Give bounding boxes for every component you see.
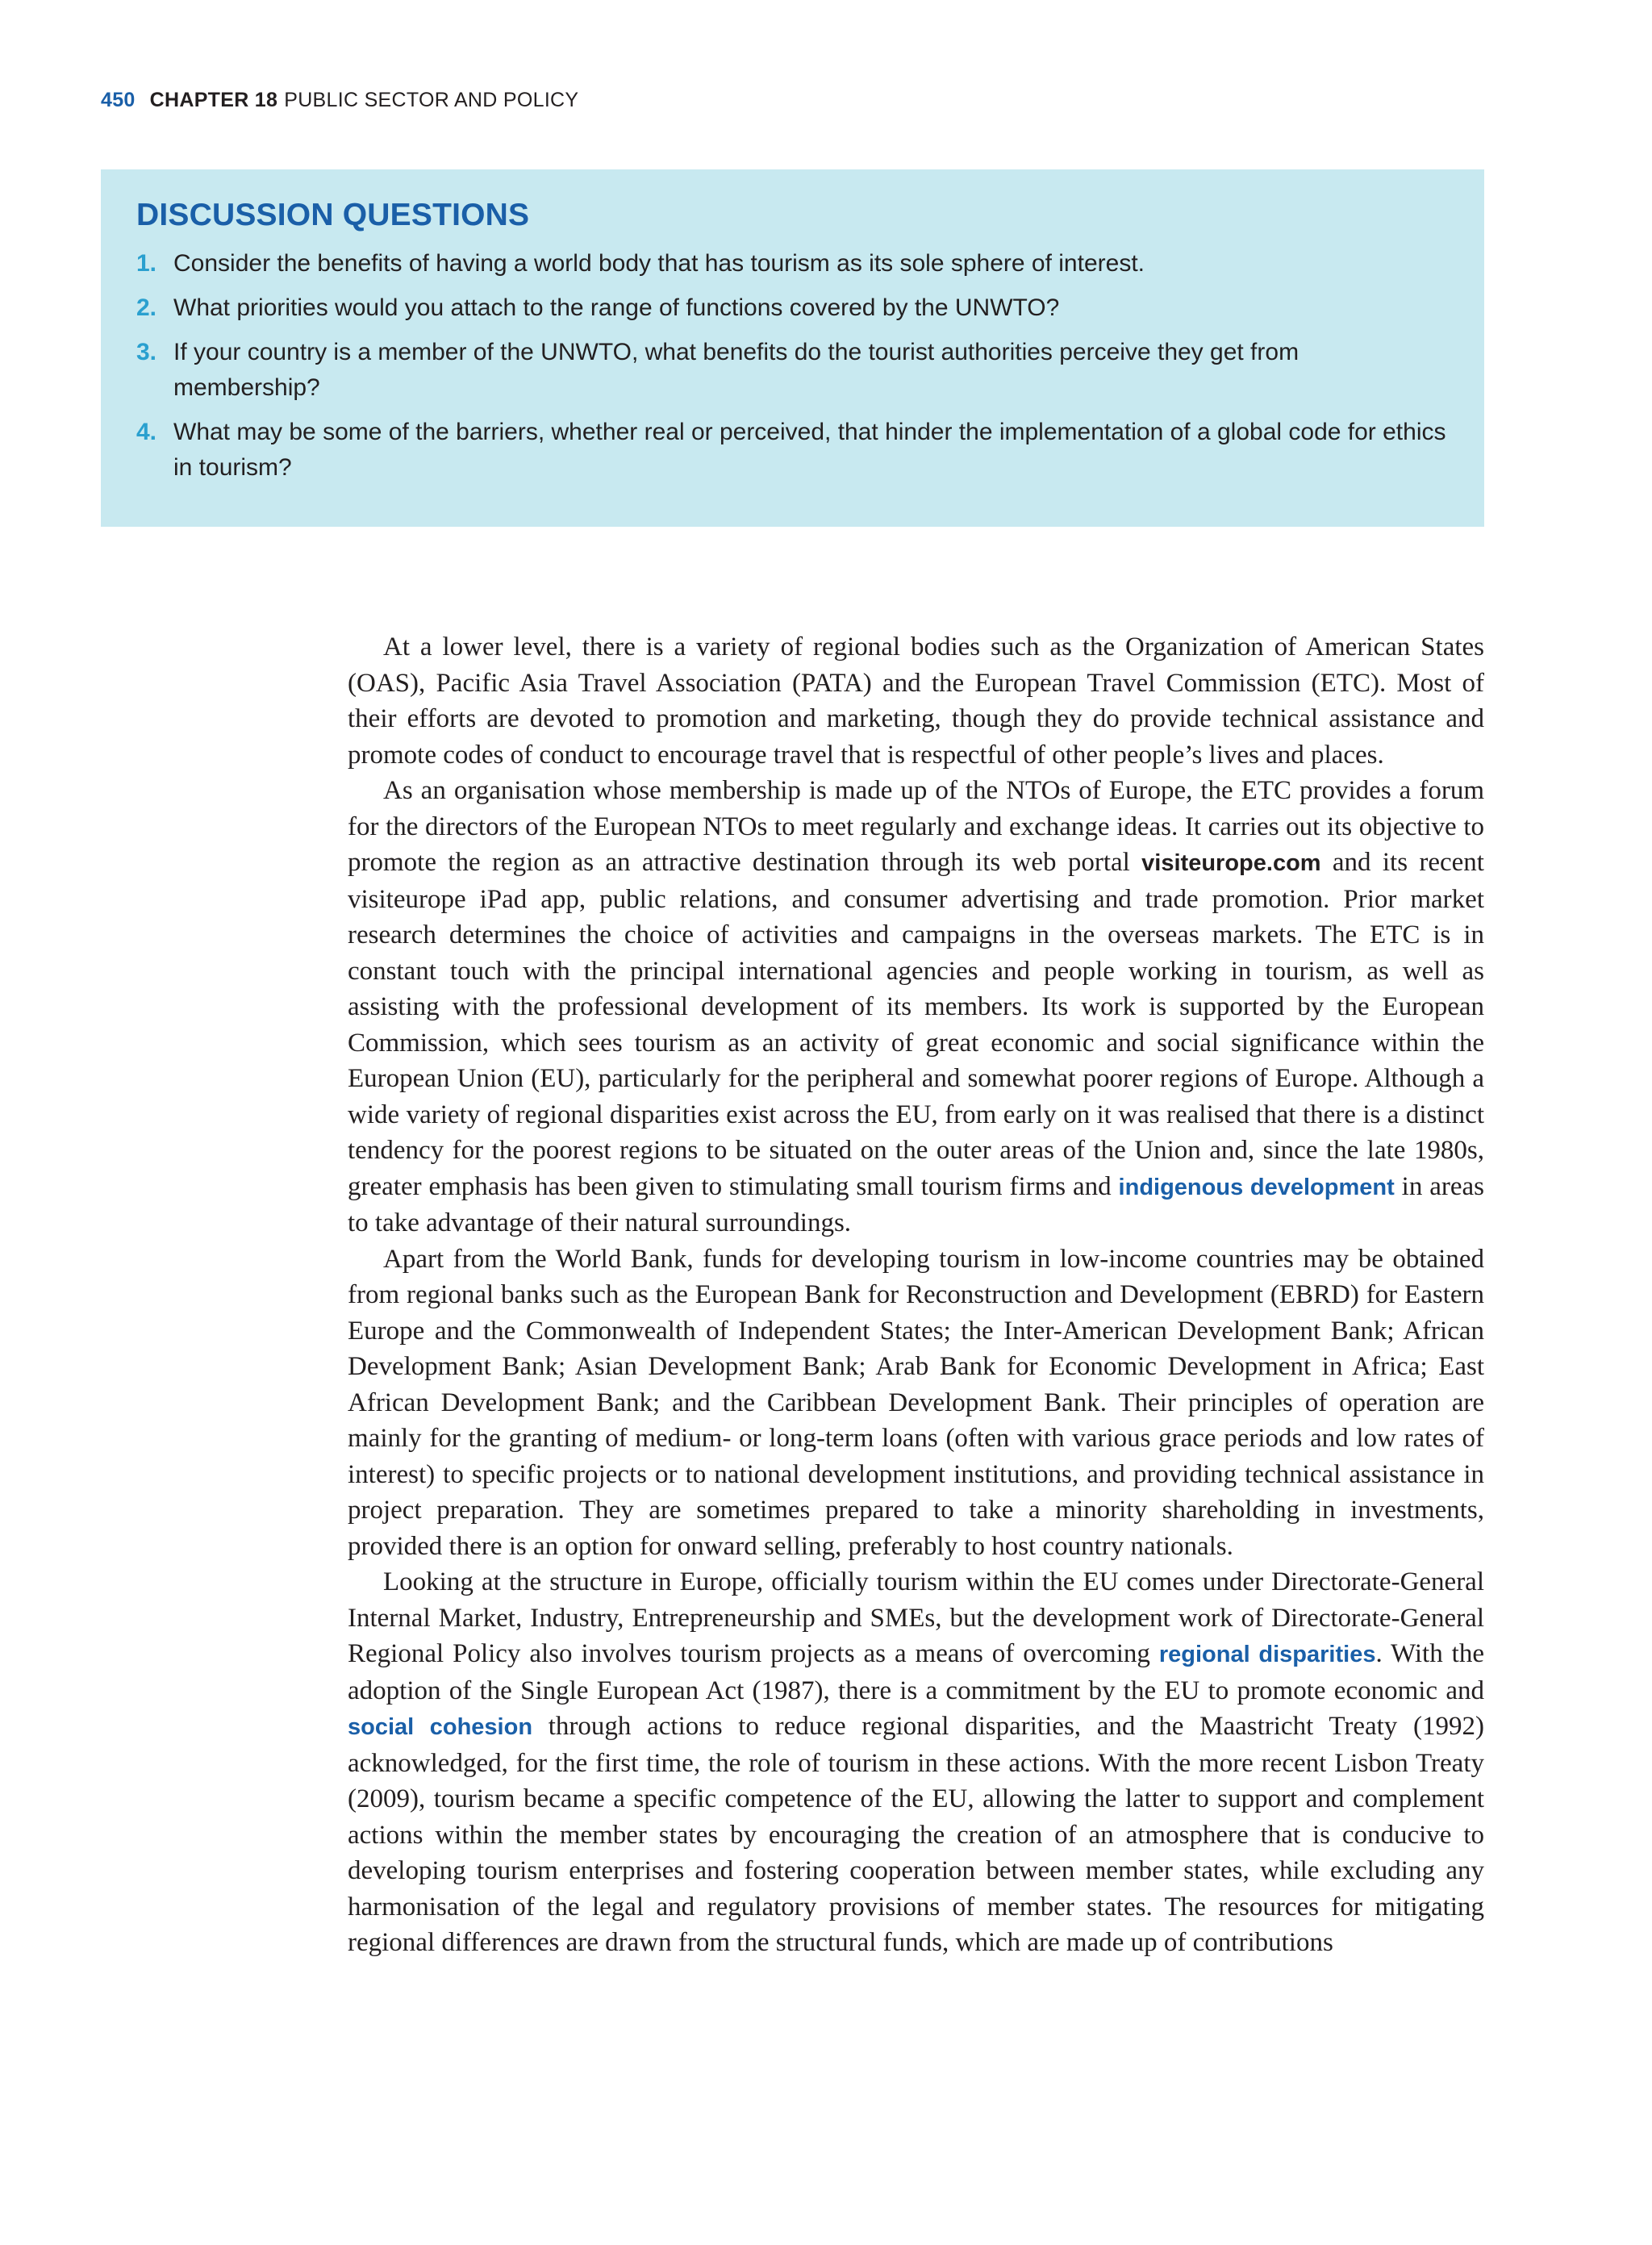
chapter-title: PUBLIC SECTOR AND POLICY (284, 89, 579, 111)
text-run: As an organisation whose membership is made up of the NTOs of Europe, the ETC provides a forum for the directors of the European NTOs to meet regularly and exchange ideas. It carries out its objective to promote the region as an attractive destination through its web portal (348, 776, 1484, 877)
question-number: 2. (136, 294, 157, 321)
discussion-title: DISCUSSION QUESTIONS (136, 198, 530, 232)
visiteurope-link[interactable]: visiteurope.com (1141, 850, 1321, 876)
question-text: Consider the benefits of having a world body that has tourism as its sole sphere of interest. (173, 250, 1145, 277)
question-number: 4. (136, 419, 157, 445)
key-term-regional-disparities: regional disparities (1158, 1642, 1376, 1667)
question-item (136, 335, 1449, 406)
text-run: through actions to reduce regional disparities, and the Maastricht Treaty (1992) acknowledged, for the first time, the role of tourism in these actions. With the more recent Lisbon Treaty (2009), tourism became a specific competence of the EU, allowing the latter to support and complement actions within the member states by encouraging the creation of an atmosphere that is conducive to developing tourism enterprises and fostering cooperation between member states, while excluding any harmonisation of the legal and regulatory provisions of member states. The resources for mitigating regional differences are drawn from the structural funds, which are made up of contributions (348, 1712, 1484, 1957)
running-head (101, 89, 578, 112)
key-term-indigenous-development: indigenous development (1118, 1174, 1395, 1200)
question-item (136, 246, 1449, 282)
discussion-questions-box (101, 169, 1484, 527)
question-text: What may be some of the barriers, whether real or perceived, that hinder the implementation of a global code for ethics in tourism? (173, 419, 1446, 481)
text-run: and its recent visiteurope iPad app, public relations, and consumer advertising and trade promotion. Prior market research determines the choice of activities and campaigns in the overseas markets. The ETC is in constant touch with the principal international agencies and people working in tourism, as well as assisting with the professional development of its members. Its work is supported by the European Commission, which sees tourism as an activity of great economic and social significance within the European Union (EU), particularly for the peripheral and somewhat poorer regions of Europe. Although a wide variety of regional disparities exist across the EU, from early on it was realised that there is a distinct tendency for the poorest regions to be situated on the outer areas of the Union and, since the late 1980s, greater emphasis has been given to stimulating small tourism firms and (348, 848, 1484, 1201)
text-run: . With the adoption of the Single European Act (1987), there is a commitment by the EU to promote economic and (348, 1639, 1484, 1705)
paragraph-regional-banks: Apart from the World Bank, funds for developing tourism in low-income countries may be obtained from regional banks such as the European Bank for Reconstruction and Development (EBRD) for Eastern Europe and the Commonwealth of Independent States; the Inter-American Development Bank; African Development Bank; Asian Development Bank; Arab Bank for Economic Development in Africa; East African Development Bank; and the Caribbean Development Bank. Their principles of operation are mainly for the granting of medium- or long-term loans (often with various grace periods and low rates of interest) to specific projects or to national development institutions, and providing technical assistance in project preparation. They are sometimes prepared to take a minority shareholding in investments, provided there is an option for onward selling, preferably to host country nationals. (348, 1244, 1484, 1561)
paragraph-eu-structure (348, 1564, 1484, 1961)
question-list (136, 246, 1449, 486)
question-text: If your country is a member of the UNWTO, what benefits do the tourist authorities perceive they get from membership? (173, 339, 1299, 401)
page-number: 450 (101, 89, 136, 111)
body-text (348, 629, 1484, 1961)
text-run: Looking at the structure in Europe, officially tourism within the EU comes under Directorate-General Internal Market, Industry, Entrepreneurship and SMEs, but the development work of Directorate-General Regional Policy also involves tourism projects as a means of overcoming (348, 1567, 1484, 1668)
paragraph-regional-bodies: At a lower level, there is a variety of regional bodies such as the Organization of American States (OAS), Pacific Asia Travel Association (PATA) and the European Travel Commission (ETC). Most of their efforts are devoted to promotion and marketing, though they do provide technical assistance and promote codes of conduct to encourage travel that is respectful of other people’s lives and places. (348, 632, 1484, 770)
chapter-label: CHAPTER 18 (149, 89, 278, 111)
paragraph-etc (348, 773, 1484, 1241)
question-number: 3. (136, 339, 157, 365)
text-run: in areas to take advantage of their natural surroundings. (348, 1171, 1484, 1237)
key-term-social-cohesion: social cohesion (348, 1714, 533, 1740)
question-item (136, 290, 1449, 326)
question-number: 1. (136, 250, 157, 277)
question-item (136, 415, 1449, 486)
question-text: What priorities would you attach to the range of functions covered by the UNWTO? (173, 294, 1060, 321)
